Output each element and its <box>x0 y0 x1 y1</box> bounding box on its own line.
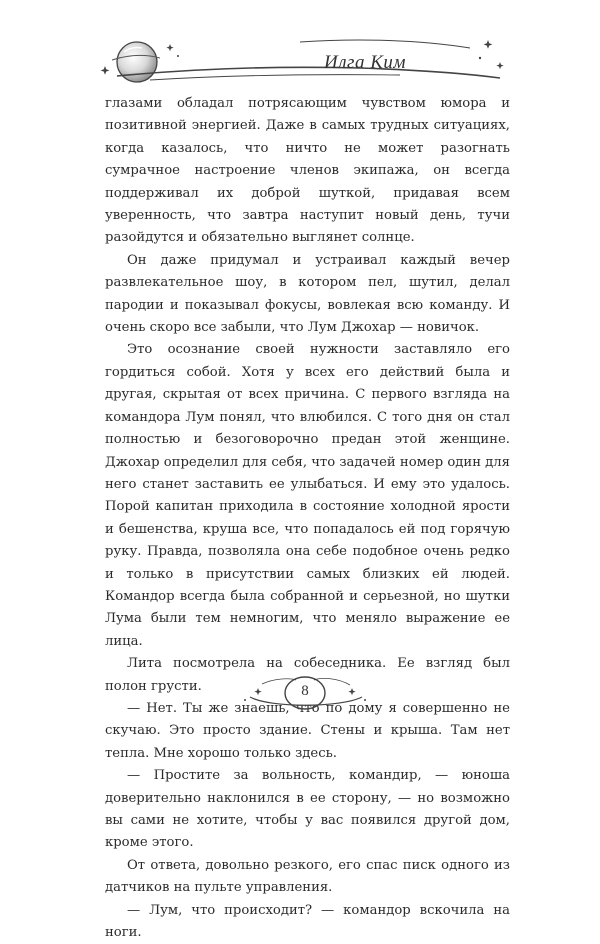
header-ornament <box>0 0 600 100</box>
running-title: Илга Ким <box>324 52 406 73</box>
paragraph: — Нет. Ты же знаешь, что по дому я совершенно не скучаю. Это просто здание. Стены и крыша. Там нет тепла. Мне хорошо только здесь. <box>105 700 510 761</box>
paragraph: глазами обладал потрясающим чувством юмора и позитивной энергией. Даже в самых трудных ситуациях, когда казалось, что ничто не может разогнать сумрачное настроение членов экипажа, он всегда поддерживал их доброй шуткой, придавая всем уверенность, что завтра наступит новый день, тучи разойдутся и обязательно выглянет солнце. <box>105 96 510 246</box>
paragraph: От ответа, довольно резкого, его спас писк одного из датчиков на пульте управления. <box>105 857 510 896</box>
paragraph: — Простите за вольность, командир, — юноша доверительно наклонился в ее сторону, — но возможно вы сами не хотите, чтобы у вас появился другой дом, кроме этого. <box>105 768 510 851</box>
page-text <box>105 93 510 944</box>
paragraph: — Лум, что происходит? — командор вскочила на ноги. <box>105 902 510 941</box>
paragraph: Это осознание своей нужности заставляло его гордиться собой. Хотя у всех его действий была и другая, скрытая от всех причина. С первого взгляда на командора Лум понял, что влюбился. С того дня он стал полностью и безоговорочно предан этой женщине. Джохар определил для себя, что задачей номер один для него станет заставить ее улыбаться. И ему это удалось. Порой капитан приходила в состояние холодной ярости и бешенства, круша все, что попадалось ей под горячую руку. Правда, позволяла она себе подобное очень редко и только в присутствии самых близких ей людей. Командор всегда была собранной и серьезной, но шутки Лума были тем немногим, что меняло выражение ее лица. <box>105 342 510 649</box>
paragraph: Лита посмотрела на собеседника. Ее взгляд был полон грусти. <box>105 656 510 694</box>
page-number: 8 <box>301 683 309 699</box>
paragraph: Он даже придумал и устраивал каждый вечер развлекательное шоу, в котором пел, шутил, делал пародии и показывал фокусы, вовлекая всю команду. И очень скоро все забыли, что Лум Джохар — новичок. <box>105 252 510 336</box>
